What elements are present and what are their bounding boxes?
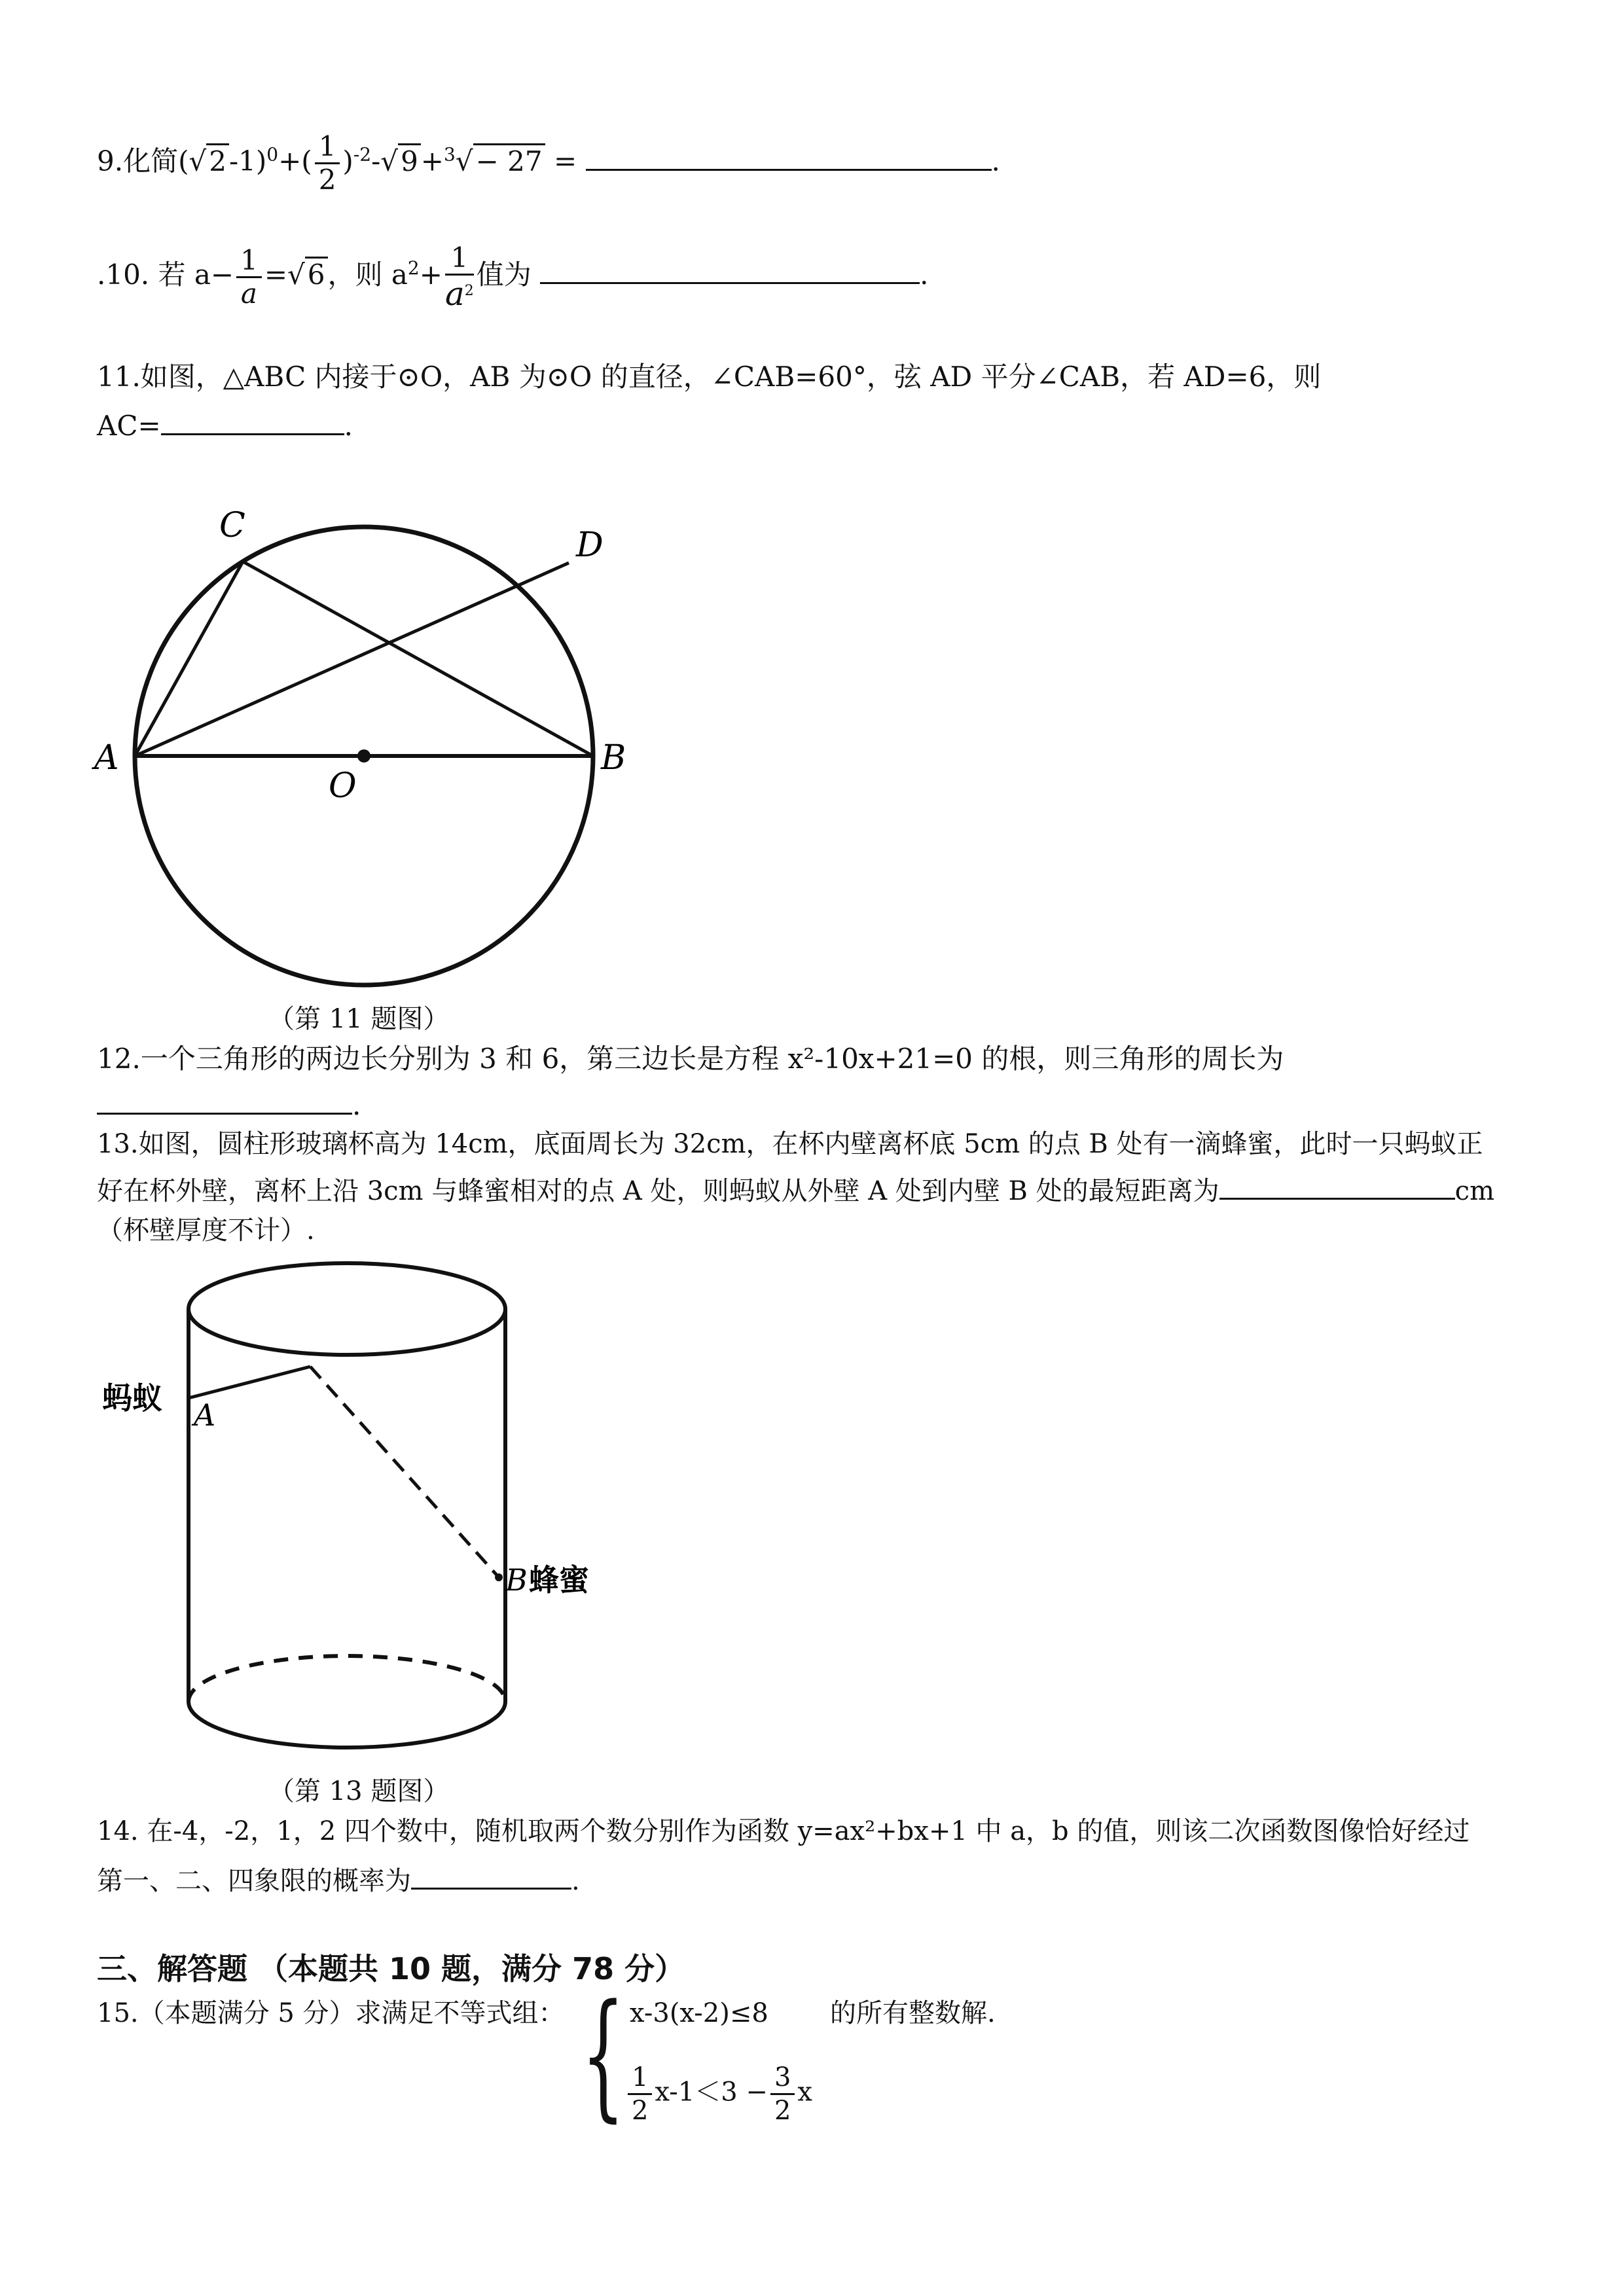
figure-13-caption: （第 13 题图） <box>268 1776 450 1806</box>
chord-ad <box>135 563 569 756</box>
question-11-line2: AC= . <box>97 404 353 444</box>
q9-sqrt9: 9 <box>398 143 421 177</box>
question-13-line1: 13.如图，圆柱形玻璃杯高为 14cm，底面周长为 32cm，在杯内壁离杯底 5cm 的点 B 处有一滴蜂蜜，此时一只蚂蚁正 <box>97 1129 1483 1159</box>
question-10: .10. 若 a− $\frac{1}{a}$ =√6，则 $a^2+$ $\frac{1}{a^2}$ 值为 . <box>97 242 929 313</box>
question-9: 9.化简$(√2-1)^0+$( $\frac{1}{2}$ )$^{-2}$-√9+$^3$√− 27 = . <box>97 130 1000 196</box>
question-12-line1: 12.一个三角形的两边长分别为 3 和 6，第三边长是方程 x²-10x+21=0 的根，则三角形的周长为 <box>97 1043 1284 1075</box>
q9-cube-index: 3 <box>444 143 456 166</box>
q10-prefix: .10. 若 a− <box>97 259 234 291</box>
q10-fraction2: $\frac{1}{a^2}$ <box>444 242 474 313</box>
q9-prefix: 9.化简( <box>97 145 189 177</box>
q9-part5: + <box>420 145 444 177</box>
q10-fraction1: $\frac{1}{a}$ <box>236 245 262 310</box>
label-a: A <box>94 738 119 778</box>
point-b <box>495 1573 503 1581</box>
q9-part2: +( <box>278 145 312 177</box>
label-ant: 蚂蚁 <box>102 1380 162 1416</box>
question-15-suffix: 的所有整数解. <box>830 1998 996 2028</box>
q9-sqrt2: 2 <box>206 143 229 177</box>
label-d: D <box>576 526 604 565</box>
q13-answer-blank[interactable] <box>1219 1169 1455 1200</box>
inequality-2: $\frac{1}{2}$ x-1＜3 − $\frac{3}{2}$ x <box>625 2062 812 2126</box>
chord-cb <box>243 562 593 756</box>
cylinder-top-rim <box>189 1263 505 1355</box>
question-12-line2: . <box>97 1084 361 1124</box>
question-14-line1: 14. 在-4，-2，1，2 四个数中，随机取两个数分别作为函数 y=ax²+bx+1 中 a，b 的值，则该二次函数图像恰好经过 <box>97 1816 1470 1846</box>
q14-answer-blank[interactable] <box>411 1859 571 1890</box>
question-11-line1: 11.如图，△ABC 内接于⊙O，AB 为⊙O 的直径，∠CAB=60°，弦 AD 平分∠CAB，若 AD=6，则 <box>97 361 1322 393</box>
q9-part3: ) <box>342 145 353 177</box>
inequality-1: x-3(x-2)≤8 <box>630 1998 768 2028</box>
q9-part4: - <box>371 145 381 177</box>
question-13-line3: （杯壁厚度不计）. <box>97 1215 315 1246</box>
center-point-o <box>357 749 370 762</box>
inequality-brace: { <box>581 1975 625 2135</box>
q9-exp-neg2: -2 <box>353 143 372 166</box>
q9-answer-blank[interactable] <box>586 140 992 171</box>
q9-fraction: $\frac{1}{2}$ <box>315 131 340 196</box>
q10-mid: ，则 a <box>327 259 408 291</box>
cylinder-bottom-front <box>189 1702 505 1748</box>
q9-cube-arg: − 27 <box>473 143 545 177</box>
cylinder-bottom-back <box>189 1656 505 1702</box>
q10-sqrt6: 6 <box>305 257 328 291</box>
q9-exp0: 0 <box>266 143 279 166</box>
question-13-line2: 好在杯外壁，离杯上沿 3cm 与蜂蜜相对的点 A 处，则蚂蚁从外壁 A 处到内壁 B 处的最短距离为 cm <box>97 1169 1494 1210</box>
question-15-prefix: 15.（本题满分 5 分）求满足不等式组： <box>97 1998 565 2028</box>
path-a-to-rim <box>189 1367 310 1398</box>
label-a-cyl: A <box>194 1397 216 1433</box>
section-3-heading: 三、解答题 （本题共 10 题，满分 78 分） <box>97 1951 685 1986</box>
question-14-line2: 第一、二、四象限的概率为 . <box>97 1859 580 1899</box>
q10-answer-blank[interactable] <box>540 253 920 284</box>
q9-part1: -1) <box>228 145 267 177</box>
q12-answer-blank[interactable] <box>97 1084 352 1115</box>
figure-11-circle-diagram <box>92 491 628 988</box>
q9-part6: = <box>545 145 577 177</box>
figure-11-caption: （第 11 题图） <box>268 1004 450 1034</box>
path-rim-to-b <box>310 1367 499 1577</box>
figure-13-cylinder-diagram <box>92 1257 628 1767</box>
q11-answer-blank[interactable] <box>161 404 344 435</box>
label-o: O <box>329 766 357 806</box>
label-b-cyl: B <box>505 1562 528 1598</box>
label-c: C <box>219 506 245 545</box>
q10-suffix: 值为 <box>476 259 532 291</box>
label-b: B <box>601 738 626 778</box>
chord-ac <box>135 562 243 756</box>
label-honey: 蜂蜜 <box>529 1562 589 1598</box>
